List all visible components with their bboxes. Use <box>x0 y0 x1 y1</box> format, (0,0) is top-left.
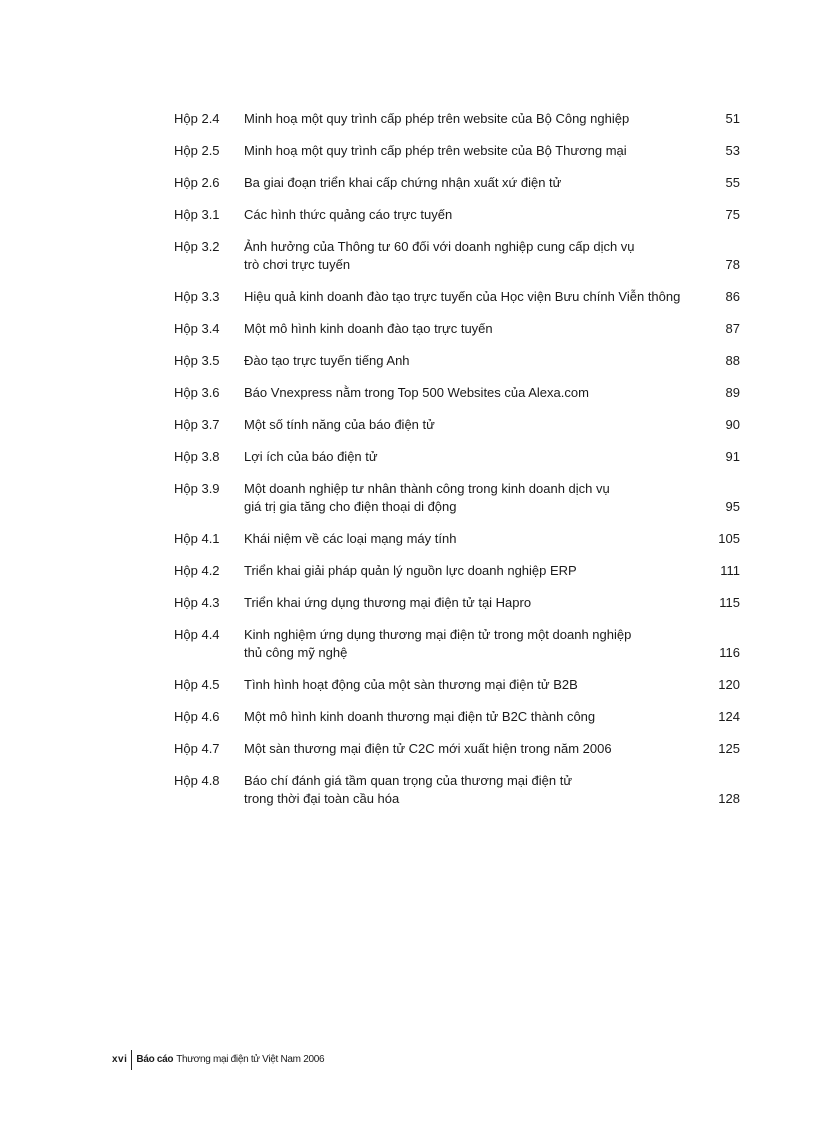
toc-row <box>174 740 740 758</box>
toc-page-number: 124 <box>718 709 740 724</box>
toc-box-label: Hộp 2.4 <box>174 111 220 126</box>
toc-page-number: 87 <box>725 321 740 336</box>
toc-box-title <box>244 238 700 274</box>
toc-row <box>174 206 740 224</box>
toc-page-number: 78 <box>725 257 740 272</box>
footer-report-title: Thương mại điện tử Việt Nam 2006 <box>176 1054 325 1065</box>
toc-title-line: Minh hoạ một quy trình cấp phép trên website của Bộ Thương mại <box>244 143 627 158</box>
toc-title-line: Triển khai ứng dụng thương mại điện tử tại Hapro <box>244 595 532 610</box>
toc-row <box>174 288 740 306</box>
toc-box-label: Hộp 2.6 <box>174 175 220 190</box>
footer-report-label: Báo cáo <box>136 1054 174 1065</box>
toc-row <box>174 594 740 612</box>
toc-row <box>174 562 740 580</box>
toc-page-number: 88 <box>725 353 740 368</box>
toc-box-title <box>244 562 700 580</box>
toc-title-line: Khái niệm về các loại mạng máy tính <box>244 531 457 546</box>
toc-box-label: Hộp 4.1 <box>174 531 220 546</box>
toc-row <box>174 448 740 466</box>
toc-box-label: Hộp 3.3 <box>174 289 220 304</box>
toc-box-title <box>244 288 700 306</box>
toc-row <box>174 530 740 548</box>
toc-box-label: Hộp 3.5 <box>174 353 220 368</box>
toc-box-title <box>244 206 700 224</box>
toc-row <box>174 384 740 402</box>
toc-box-title <box>244 110 700 128</box>
toc-page-number: 89 <box>725 385 740 400</box>
toc-box-title <box>244 320 700 338</box>
toc-title-line: Ảnh hưởng của Thông tư 60 đối với doanh nghiệp cung cấp dịch vụ <box>244 239 635 254</box>
toc-title-line: Lợi ích của báo điện tử <box>244 449 378 464</box>
toc-title-line: Một sàn thương mại điện tử C2C mới xuất hiện trong năm 2006 <box>244 741 612 756</box>
toc-box-label: Hộp 3.4 <box>174 321 220 336</box>
toc-title-line: Một mô hình kinh doanh thương mại điện tử B2C thành công <box>244 709 596 724</box>
toc-page-number: 116 <box>719 645 740 660</box>
toc-box-title <box>244 676 700 694</box>
toc-row <box>174 320 740 338</box>
toc-box-title <box>244 708 700 726</box>
toc-box-title <box>244 480 700 516</box>
toc-row <box>174 626 740 662</box>
toc-box-label: Hộp 4.4 <box>174 627 220 642</box>
toc-row <box>174 416 740 434</box>
toc-title-line: Kinh nghiệm ứng dụng thương mại điện tử trong một doanh nghiệp <box>244 627 632 642</box>
toc-row <box>174 772 740 808</box>
footer-page-number: xvi <box>112 1054 128 1065</box>
toc-row <box>174 676 740 694</box>
toc-row <box>174 174 740 192</box>
toc-page-number: 51 <box>725 111 740 126</box>
toc-page-number: 111 <box>720 563 740 578</box>
toc-box-label: Hộp 3.6 <box>174 385 220 400</box>
toc-title-line: Đào tạo trực tuyến tiếng Anh <box>244 353 410 368</box>
toc-box-title <box>244 352 700 370</box>
toc-title-line: Các hình thức quảng cáo trực tuyến <box>244 207 453 222</box>
toc-box-title <box>244 416 700 434</box>
toc-title-line: giá trị gia tăng cho điện thoại di động <box>244 499 457 514</box>
toc-row <box>174 238 740 274</box>
toc-title-line: Một mô hình kinh doanh đào tạo trực tuyến <box>244 321 493 336</box>
toc-title-line: Báo Vnexpress nằm trong Top 500 Websites của Alexa.com <box>244 385 589 400</box>
toc-title-line: trò chơi trực tuyến <box>244 257 351 272</box>
toc-box-label: Hộp 4.8 <box>174 773 220 788</box>
toc-box-label: Hộp 4.3 <box>174 595 220 610</box>
toc-box-label: Hộp 3.9 <box>174 481 220 496</box>
toc-box-label: Hộp 4.7 <box>174 741 220 756</box>
toc-box-title <box>244 626 700 662</box>
page-footer <box>112 1050 324 1070</box>
toc-box-title <box>244 384 700 402</box>
toc-page-number: 55 <box>725 175 740 190</box>
toc-title-line: Hiệu quả kinh doanh đào tạo trực tuyến của Học viện Bưu chính Viễn thông <box>244 289 681 304</box>
toc-box-label: Hộp 3.2 <box>174 239 220 254</box>
toc-box-label: Hộp 3.7 <box>174 417 220 432</box>
toc-row <box>174 110 740 128</box>
toc-page-number: 128 <box>718 791 740 806</box>
toc-box-label: Hộp 4.6 <box>174 709 220 724</box>
toc-title-line: Ba giai đoạn triển khai cấp chứng nhận xuất xứ điện tử <box>244 175 562 190</box>
toc-title-line: Báo chí đánh giá tầm quan trọng của thương mại điện tử <box>244 773 573 788</box>
toc-page-number: 91 <box>725 449 740 464</box>
toc-row <box>174 352 740 370</box>
toc-box-label: Hộp 4.5 <box>174 677 220 692</box>
toc-box-title <box>244 772 700 808</box>
toc-page-number: 120 <box>718 677 740 692</box>
toc-box-title <box>244 174 700 192</box>
toc-title-line: trong thời đại toàn cầu hóa <box>244 791 400 806</box>
toc-page-number: 90 <box>725 417 740 432</box>
toc-box-label: Hộp 4.2 <box>174 563 220 578</box>
toc-page-number: 86 <box>725 289 740 304</box>
toc-page-number: 105 <box>718 531 740 546</box>
toc-box-title <box>244 530 700 548</box>
toc-row <box>174 480 740 516</box>
toc-title-line: Tình hình hoạt động của một sàn thương mại điện tử B2B <box>244 677 578 692</box>
toc-box-title <box>244 740 700 758</box>
toc-row <box>174 708 740 726</box>
toc-title-line: Một số tính năng của báo điện tử <box>244 417 435 432</box>
toc-page-number: 53 <box>725 143 740 158</box>
toc-box-title <box>244 142 700 160</box>
footer-divider <box>131 1050 132 1070</box>
table-of-boxes <box>174 110 740 822</box>
toc-box-label: Hộp 3.1 <box>174 207 220 222</box>
toc-box-label: Hộp 3.8 <box>174 449 220 464</box>
toc-row <box>174 142 740 160</box>
toc-title-line: Một doanh nghiệp tư nhân thành công trong kinh doanh dịch vụ <box>244 481 610 496</box>
toc-box-title <box>244 448 700 466</box>
toc-box-label: Hộp 2.5 <box>174 143 220 158</box>
toc-page-number: 75 <box>725 207 740 222</box>
toc-box-title <box>244 594 700 612</box>
toc-page-number: 125 <box>718 741 740 756</box>
toc-title-line: thủ công mỹ nghệ <box>244 645 348 660</box>
toc-title-line: Minh hoạ một quy trình cấp phép trên website của Bộ Công nghiệp <box>244 111 630 126</box>
toc-title-line: Triển khai giải pháp quản lý nguồn lực doanh nghiệp ERP <box>244 563 577 578</box>
toc-page-number: 95 <box>725 499 740 514</box>
toc-page-number: 115 <box>719 595 740 610</box>
